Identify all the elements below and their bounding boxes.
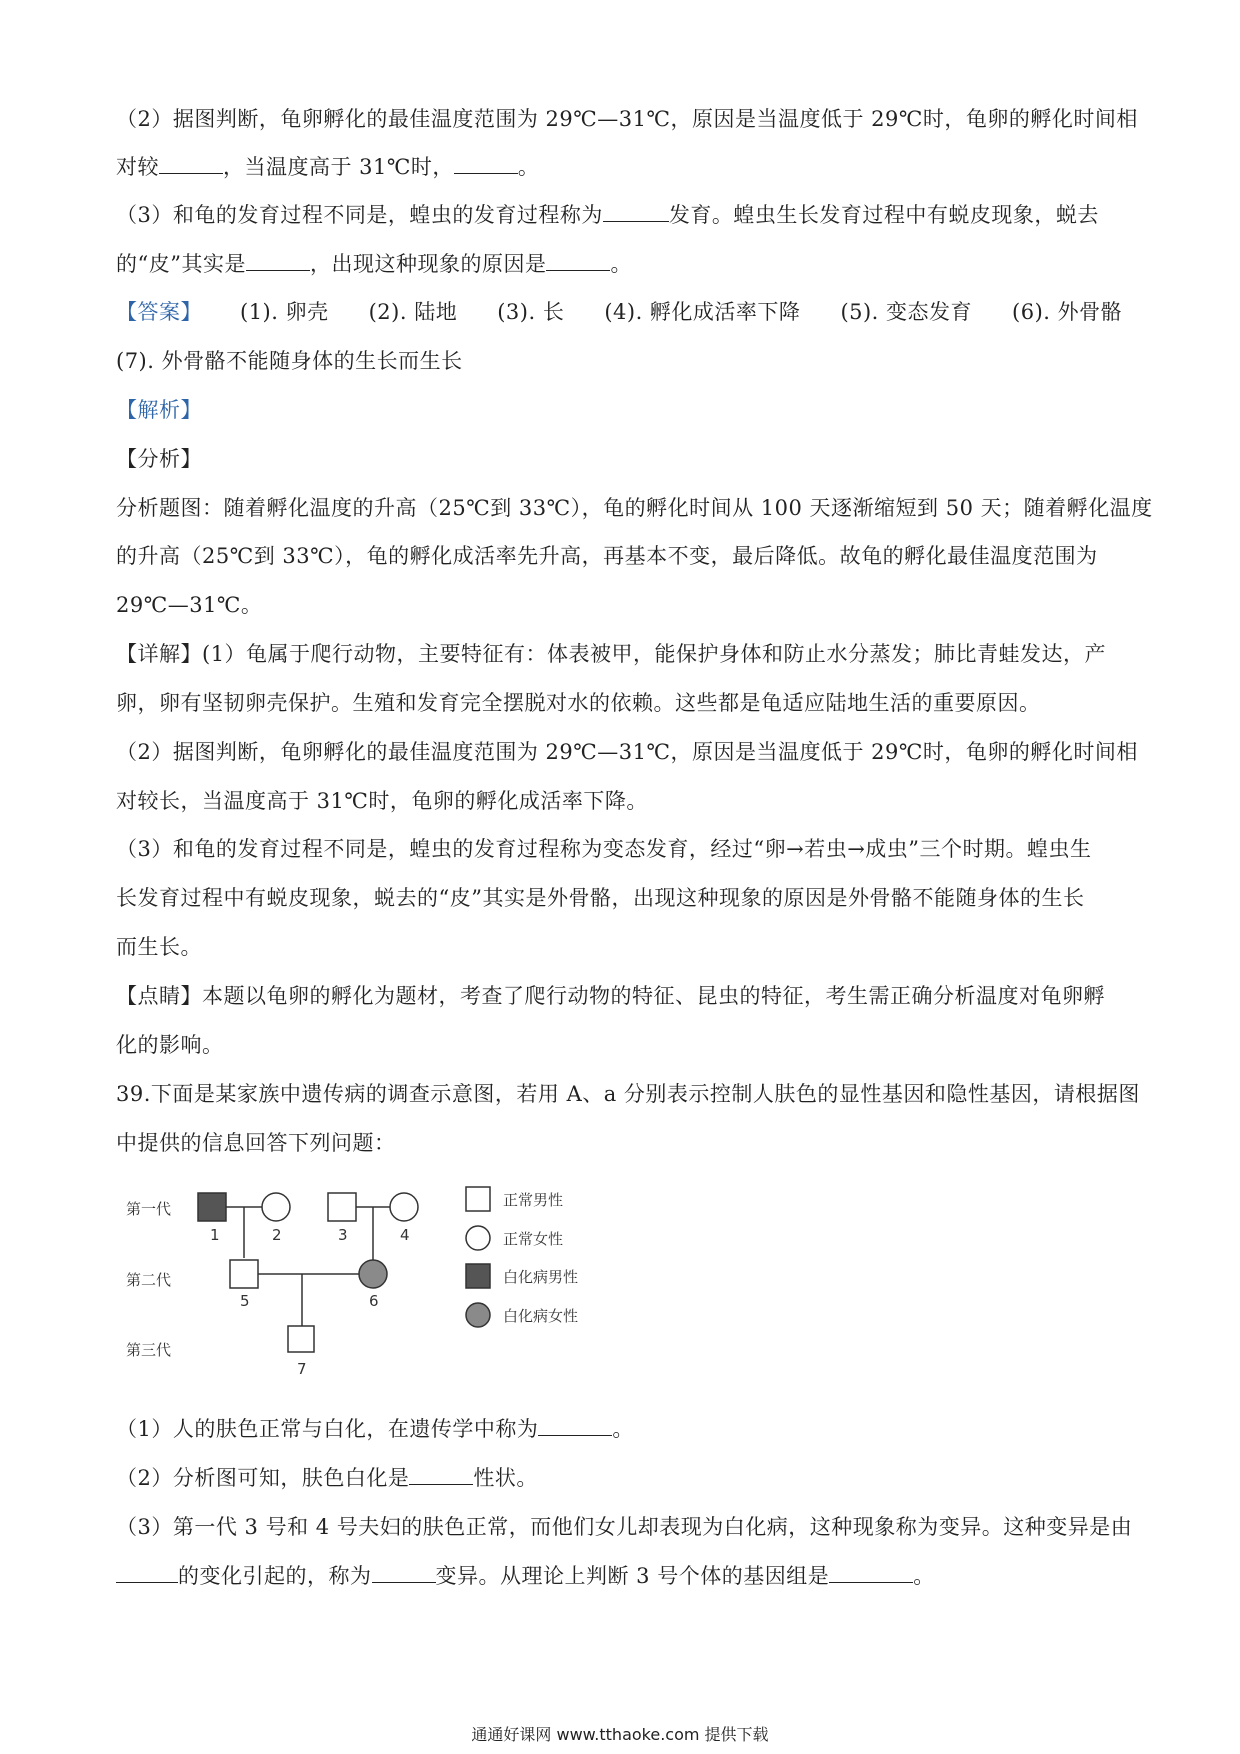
answer-blank[interactable] <box>829 1564 913 1583</box>
legend-label: 正常女性 <box>503 1230 564 1248</box>
text-fragment: 。 <box>612 1417 634 1441</box>
legend-albino-female-icon <box>466 1303 490 1327</box>
text-fragment: 发育。蝗虫生长发育过程中有蜕皮现象，蜕去 <box>668 203 1099 227</box>
section-label: 【解析】 <box>116 398 202 422</box>
answer-label: 【答案】 <box>116 300 202 324</box>
text-fragment: 的变化引起的，称为 <box>178 1564 372 1588</box>
question-stem: 中提供的信息回答下列问题： <box>116 1131 396 1155</box>
answer-blank[interactable] <box>603 203 669 222</box>
text-line: 而生长。 <box>116 935 202 959</box>
text-line: 卵，卵有坚韧卵壳保护。生殖和发育完全摆脱对水的依赖。这些都是龟适应陆地生活的重要原因。 <box>116 691 1041 715</box>
individual-number: 6 <box>369 1292 379 1310</box>
page-footer: 通通好课网 www.tthaoke.com 提供下载 <box>471 1725 769 1744</box>
question-line: （3）第一代 3 号和 4 号夫妇的肤色正常，而他们女儿却表现为白化病，这种现象称为变异。这种变异是由 <box>116 1515 1133 1539</box>
text-fragment: 对较 <box>116 155 159 179</box>
section-label: 【点睛】 <box>116 984 202 1008</box>
text-line <box>116 152 539 182</box>
text-fragment: 。 <box>610 252 632 276</box>
legend-normal-male-icon <box>466 1187 490 1211</box>
text-line <box>116 249 632 279</box>
answer-blank[interactable] <box>372 1564 436 1583</box>
text-line: 化的影响。 <box>116 1033 224 1057</box>
text-fragment: 性状。 <box>473 1466 538 1490</box>
text-line: （2）据图判断，龟卵孵化的最佳温度范围为 29℃—31℃，原因是当温度低于 29℃时，龟卵的孵化时间相 <box>116 740 1138 764</box>
section-label: 【详解】 <box>116 642 202 666</box>
text-fragment: ，当温度高于 31℃时， <box>223 155 454 179</box>
individual-number: 3 <box>338 1226 348 1244</box>
text-fragment: （2）分析图可知，肤色白化是 <box>116 1466 410 1490</box>
text-line: 对较长，当温度高于 31℃时，龟卵的孵化成活率下降。 <box>116 789 648 813</box>
text-fragment: 本题以龟卵的孵化为题材，考查了爬行动物的特征、昆虫的特征，考生需正确分析温度对龟卵孵 <box>202 984 1105 1008</box>
text-fragment: （1）人的肤色正常与白化，在遗传学中称为 <box>116 1417 539 1441</box>
pedigree-chart <box>110 1178 590 1388</box>
question-line <box>116 1414 634 1444</box>
individual-number: 5 <box>240 1292 250 1310</box>
question-line <box>116 1561 935 1591</box>
individual-number: 1 <box>210 1226 220 1244</box>
individual-number: 2 <box>272 1226 282 1244</box>
albino-female-symbol <box>359 1260 387 1288</box>
normal-male-symbol <box>230 1260 258 1288</box>
answer-item: (4). 孵化成活率下降 <box>604 300 801 324</box>
text-line: 长发育过程中有蜕皮现象，蜕去的“皮”其实是外骨骼，出现这种现象的原因是外骨骼不能随身体的生长 <box>116 886 1085 910</box>
answer-blank[interactable] <box>546 252 610 271</box>
generation-label: 第三代 <box>126 1341 172 1359</box>
text-line: 29℃—31℃。 <box>116 593 263 617</box>
text-line: （3）和龟的发育过程不同是，蝗虫的发育过程称为变态发育，经过“卵→若虫→成虫”三个时期。蝗虫生 <box>116 837 1092 861</box>
individual-number: 7 <box>297 1360 307 1378</box>
text-line <box>116 981 1105 1011</box>
generation-label: 第二代 <box>126 1271 172 1289</box>
answer-item: (5). 变态发育 <box>840 300 973 324</box>
answer-item: (6). 外骨骼 <box>1012 300 1123 324</box>
answer-blank[interactable] <box>454 155 518 174</box>
normal-male-symbol <box>288 1326 314 1352</box>
text-fragment: 。 <box>517 155 540 179</box>
text-line <box>116 639 1106 669</box>
question-stem: 39.下面是某家族中遗传病的调查示意图，若用 A、a 分别表示控制人肤色的显性基因和隐性基因，请根据图 <box>116 1082 1140 1106</box>
individual-number: 4 <box>400 1226 410 1244</box>
answer-item: (3). 长 <box>497 300 565 324</box>
text-line: （2）据图判断，龟卵孵化的最佳温度范围为 29℃—31℃，原因是当温度低于 29℃时，龟卵的孵化时间相 <box>116 107 1138 131</box>
legend-label: 白化病男性 <box>503 1268 579 1286</box>
answer-blank[interactable] <box>246 252 310 271</box>
legend-label: 白化病女性 <box>503 1307 579 1325</box>
text-fragment: （3）和龟的发育过程不同是，蝗虫的发育过程称为 <box>116 203 603 227</box>
section-label: 【分析】 <box>116 447 202 471</box>
text-fragment: 。 <box>913 1564 935 1588</box>
answer-line <box>116 297 1122 327</box>
normal-female-symbol <box>262 1193 290 1221</box>
text-fragment: ，出现这种现象的原因是 <box>309 252 547 276</box>
answer-blank[interactable] <box>538 1417 612 1436</box>
text-fragment: 的“皮”其实是 <box>116 252 246 276</box>
normal-male-symbol <box>328 1193 356 1221</box>
text-line: 分析题图：随着孵化温度的升高（25℃到 33℃），龟的孵化时间从 100 天逐渐缩短到 50 天；随着孵化温度 <box>116 496 1153 520</box>
text-line <box>116 200 1099 230</box>
answer-item: (2). 陆地 <box>368 300 458 324</box>
legend-normal-female-icon <box>466 1226 490 1250</box>
answer-blank[interactable] <box>159 155 223 174</box>
text-fragment: (1）龟属于爬行动物，主要特征有：体表被甲，能保护身体和防止水分蒸发；肺比青蛙发达，产 <box>202 642 1107 666</box>
text-fragment: 变异。从理论上判断 3 号个体的基因组是 <box>435 1564 830 1588</box>
legend-label: 正常男性 <box>503 1191 564 1209</box>
text-line: 的升高（25℃到 33℃），龟的孵化成活率先升高，再基本不变，最后降低。故龟的孵化最佳温度范围为 <box>116 544 1098 568</box>
answer-line: (7). 外骨骼不能随身体的生长而生长 <box>116 349 463 373</box>
normal-female-symbol <box>390 1193 418 1221</box>
legend-albino-male-icon <box>466 1264 490 1288</box>
answer-blank[interactable] <box>409 1466 473 1485</box>
answer-blank[interactable] <box>116 1564 178 1583</box>
answer-item: (1). 卵壳 <box>240 300 329 324</box>
question-line <box>116 1463 538 1493</box>
albino-male-symbol <box>198 1193 226 1221</box>
generation-label: 第一代 <box>126 1200 172 1218</box>
